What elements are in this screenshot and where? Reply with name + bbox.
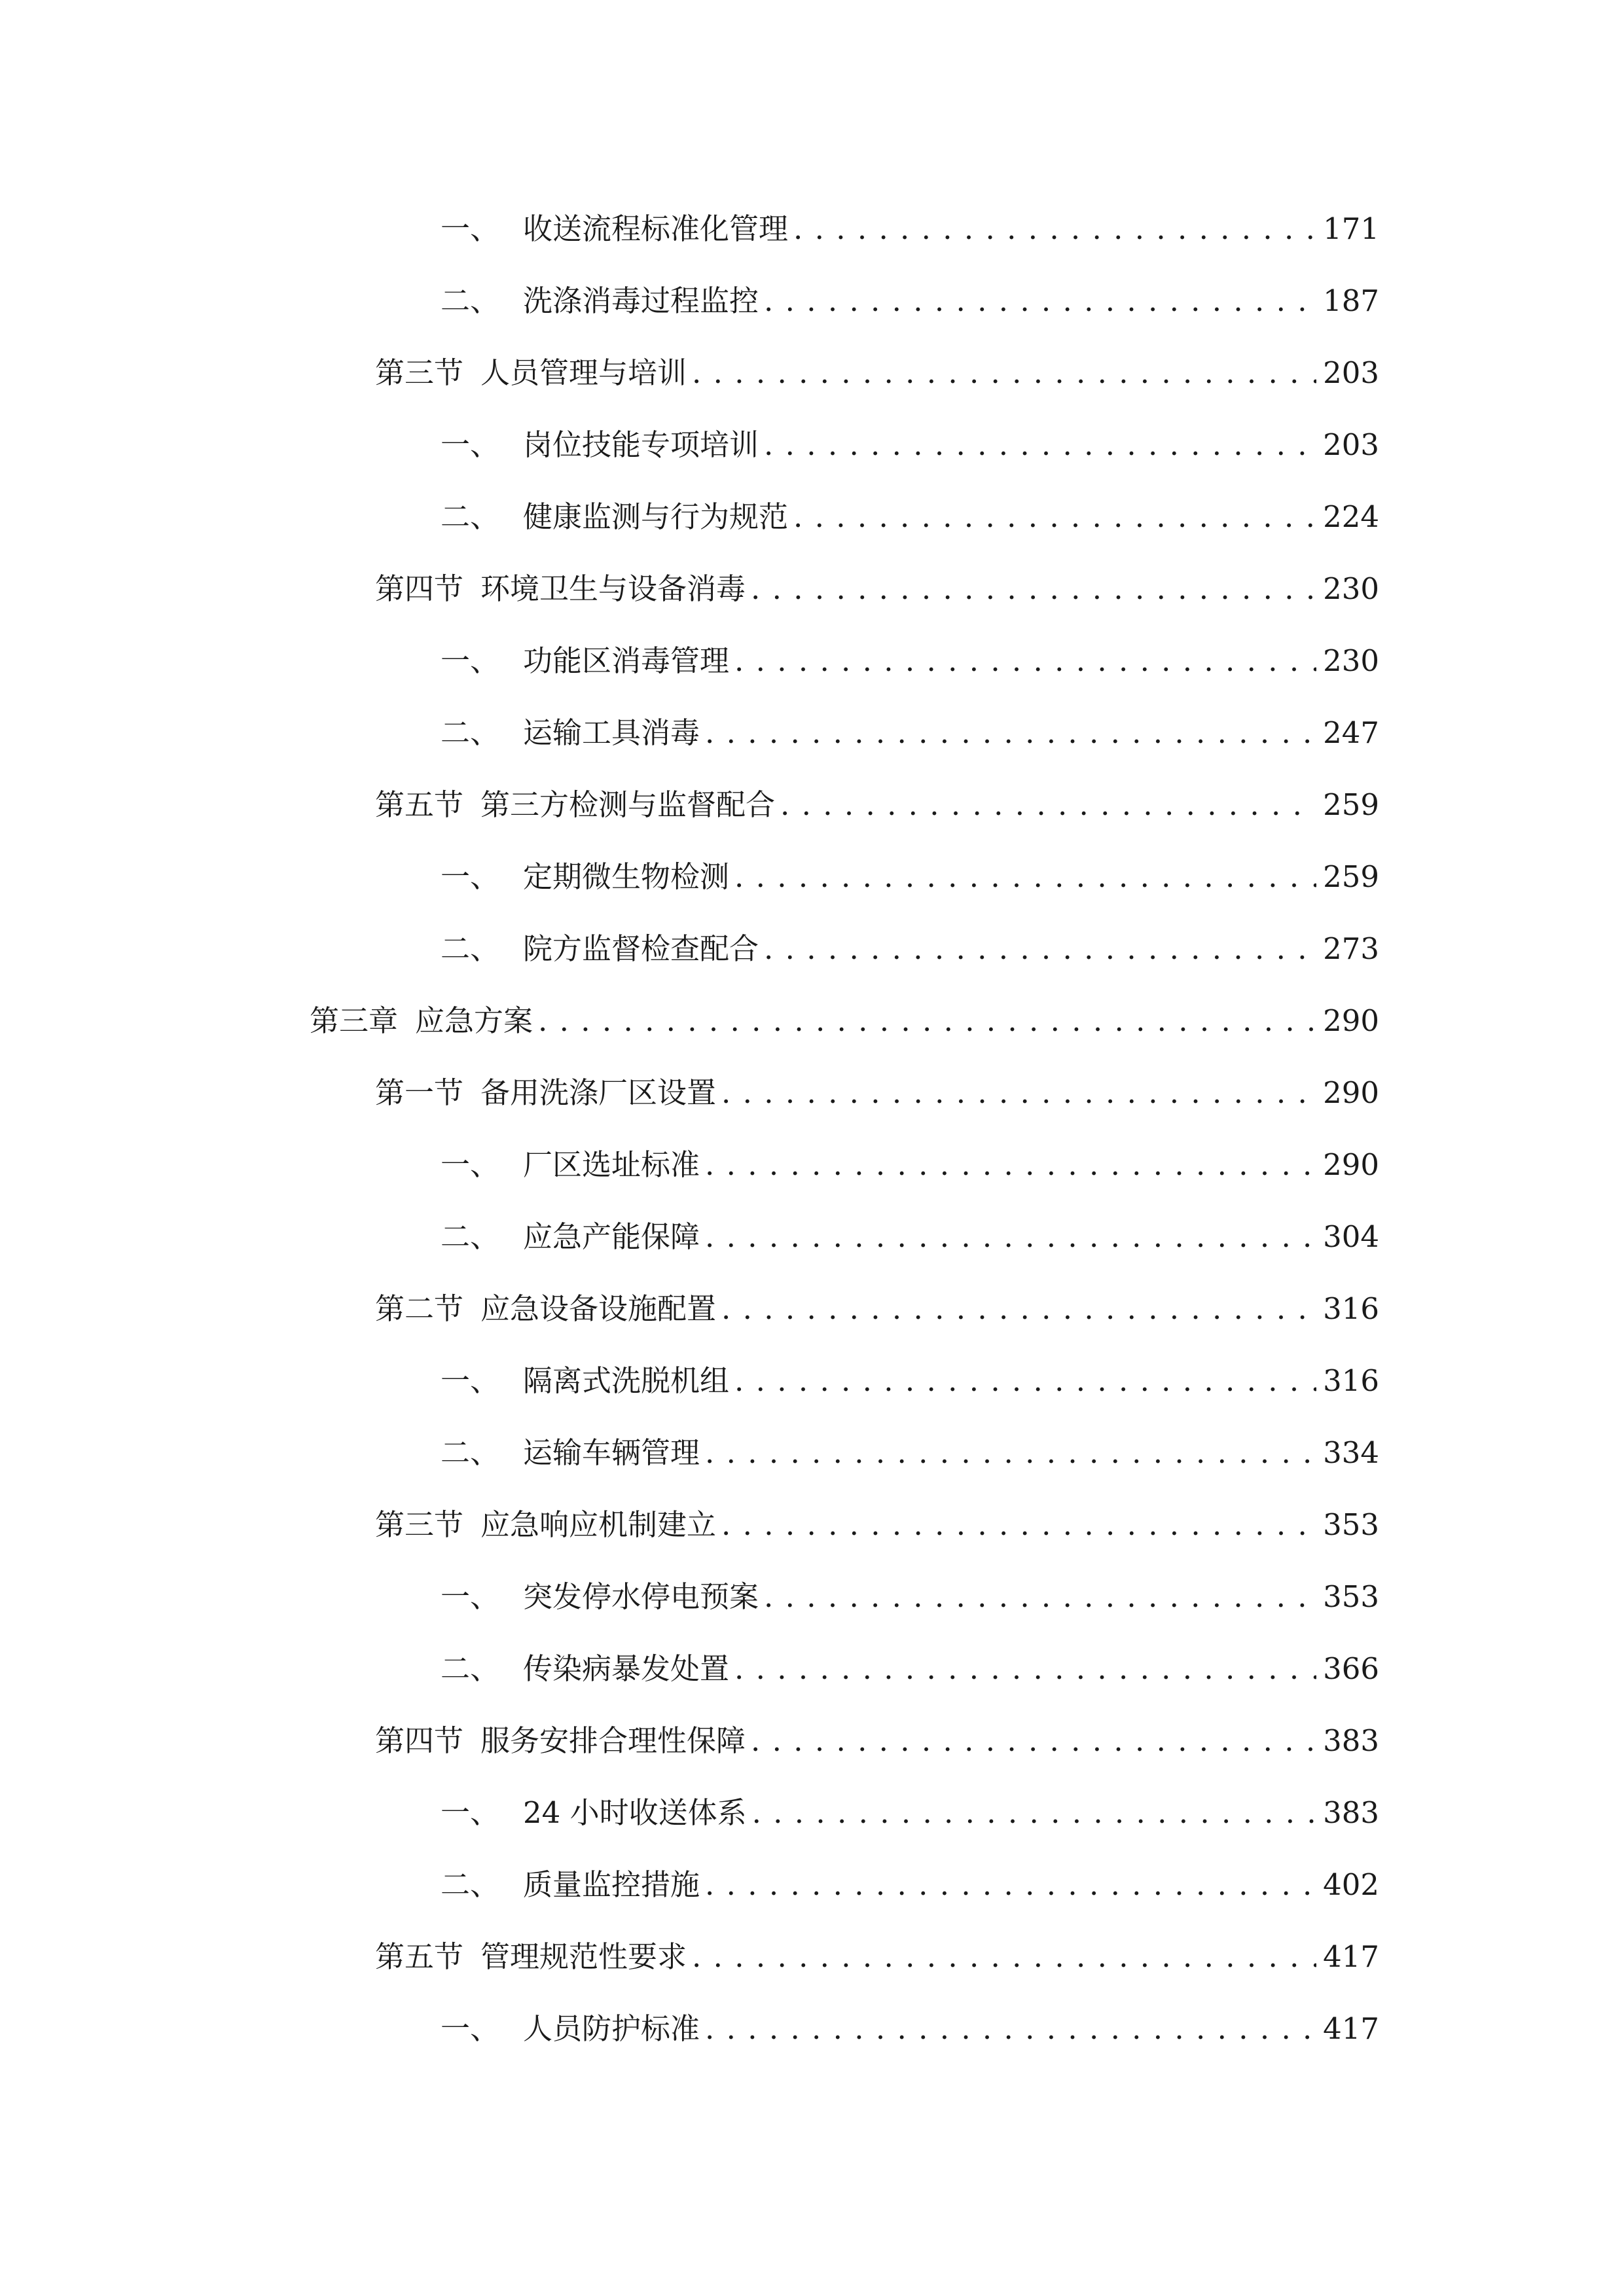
- toc-entry-title: 运输工具消毒: [523, 715, 700, 750]
- toc-entry-page-number: 247: [1323, 715, 1379, 750]
- toc-entry-page-number: 304: [1323, 1219, 1379, 1254]
- toc-entry-page-number: 290: [1323, 1003, 1379, 1038]
- toc-entry[interactable]: [310, 995, 1379, 1047]
- toc-dot-leader: [538, 995, 1316, 1047]
- toc-dot-leader: [692, 347, 1316, 399]
- toc-dot-leader: [705, 1859, 1316, 1911]
- toc-entry-title: 洗涤消毒过程监控: [523, 283, 759, 318]
- toc-entry-prefix: 第二节: [375, 1291, 464, 1326]
- toc-entry-page-number: 273: [1323, 931, 1379, 966]
- toc-entry-prefix: 一、: [441, 427, 500, 462]
- toc-dot-leader: [705, 707, 1316, 759]
- toc-entry-prefix: 第三章: [310, 1003, 399, 1038]
- toc-entry[interactable]: [441, 491, 1379, 543]
- toc-entry[interactable]: [441, 2003, 1379, 2055]
- toc-dot-leader: [751, 1715, 1316, 1767]
- toc-entry[interactable]: [375, 1067, 1379, 1119]
- toc-entry-title: 应急方案: [415, 1003, 533, 1038]
- toc-dot-leader: [780, 779, 1316, 831]
- toc-entry-title: 服务安排合理性保障: [480, 1723, 746, 1758]
- toc-entry-prefix: 一、: [441, 211, 500, 246]
- toc-entry-page-number: 316: [1323, 1363, 1379, 1398]
- toc-entry-page-number: 290: [1323, 1075, 1379, 1110]
- toc-dot-leader: [705, 2003, 1316, 2055]
- toc-dot-leader: [705, 1211, 1316, 1263]
- toc-entry[interactable]: [375, 1283, 1379, 1335]
- toc-dot-leader: [721, 1067, 1316, 1119]
- toc-entry-title: 隔离式洗脱机组: [523, 1363, 730, 1398]
- toc-entry-title: 应急产能保障: [523, 1219, 700, 1254]
- toc-entry-page-number: 316: [1323, 1291, 1379, 1326]
- toc-entry-page-number: 203: [1323, 427, 1379, 462]
- toc-entry-prefix: 第四节: [375, 1723, 464, 1758]
- toc-entry-prefix: 二、: [441, 715, 500, 750]
- toc-entry-title: 应急响应机制建立: [480, 1507, 717, 1542]
- toc-entry-page-number: 402: [1323, 1867, 1379, 1902]
- toc-entry-prefix: 一、: [441, 1363, 500, 1398]
- toc-entry-page-number: 203: [1323, 355, 1379, 390]
- toc-dot-leader: [764, 923, 1316, 975]
- toc-entry-page-number: 334: [1323, 1435, 1379, 1470]
- toc-entry-title: 环境卫生与设备消毒: [480, 571, 746, 606]
- toc-entry[interactable]: [441, 1571, 1379, 1623]
- toc-entry[interactable]: [441, 1859, 1379, 1911]
- toc-entry-title: 厂区选址标准: [523, 1147, 700, 1182]
- toc-entry[interactable]: [375, 563, 1379, 615]
- toc-dot-leader: [751, 563, 1316, 615]
- toc-dot-leader: [764, 1571, 1316, 1623]
- toc-dot-leader: [793, 203, 1316, 255]
- toc-entry-page-number: 383: [1323, 1795, 1379, 1830]
- toc-entry-page-number: 224: [1323, 499, 1379, 534]
- toc-entry-title: 备用洗涤厂区设置: [480, 1075, 717, 1110]
- toc-entry-prefix: 二、: [441, 1651, 500, 1686]
- toc-dot-leader: [752, 1787, 1317, 1839]
- toc-entry-page-number: 383: [1323, 1723, 1379, 1758]
- toc-dot-leader: [734, 851, 1316, 903]
- toc-entry[interactable]: [441, 1787, 1379, 1839]
- toc-entry-prefix: 一、: [441, 2011, 500, 2046]
- toc-entry[interactable]: [441, 419, 1379, 471]
- toc-entry-title: 第三方检测与监督配合: [480, 787, 776, 822]
- toc-entry-title: 收送流程标准化管理: [523, 211, 789, 246]
- toc-entry-page-number: 417: [1323, 1939, 1379, 1974]
- toc-entry[interactable]: [441, 1643, 1379, 1695]
- toc-entry-prefix: 二、: [441, 931, 500, 966]
- toc-dot-leader: [705, 1427, 1316, 1479]
- toc-entry[interactable]: [441, 923, 1379, 975]
- toc-entry[interactable]: [441, 1139, 1379, 1191]
- toc-entry-page-number: 187: [1323, 283, 1379, 318]
- toc-entry-prefix: 一、: [441, 1147, 500, 1182]
- toc-entry-page-number: 259: [1323, 787, 1379, 822]
- toc-entry-prefix: 二、: [441, 1867, 500, 1902]
- toc-dot-leader: [692, 1931, 1316, 1983]
- toc-dot-leader: [721, 1283, 1316, 1335]
- toc-entry-title: 管理规范性要求: [480, 1939, 687, 1974]
- toc-entry-page-number: 353: [1323, 1507, 1379, 1542]
- toc-dot-leader: [721, 1499, 1316, 1551]
- toc-entry-page-number: 290: [1323, 1147, 1379, 1182]
- toc-entry-prefix: 第三节: [375, 355, 464, 390]
- toc-entry[interactable]: [441, 1211, 1379, 1263]
- toc-entry-page-number: 171: [1323, 211, 1379, 246]
- toc-entry[interactable]: [375, 1499, 1379, 1551]
- toc-entry-title: 功能区消毒管理: [523, 643, 730, 678]
- toc-entry-title: 质量监控措施: [523, 1867, 700, 1902]
- toc-entry[interactable]: [441, 635, 1379, 687]
- toc-entry-prefix: 第五节: [375, 787, 464, 822]
- toc-entry-title: 健康监测与行为规范: [523, 499, 789, 534]
- toc-dot-leader: [734, 1355, 1316, 1407]
- toc-entry[interactable]: [441, 851, 1379, 903]
- toc-entry-title: 岗位技能专项培训: [523, 427, 759, 462]
- toc-entry-prefix: 第四节: [375, 571, 464, 606]
- toc-entry[interactable]: [375, 1715, 1379, 1767]
- toc-entry-title: 定期微生物检测: [523, 859, 730, 894]
- toc-entry-prefix: 一、: [441, 1579, 500, 1614]
- toc-entry[interactable]: [441, 275, 1379, 327]
- toc-dot-leader: [734, 1643, 1316, 1695]
- toc-entry[interactable]: [441, 707, 1379, 759]
- toc-entry[interactable]: [441, 203, 1379, 255]
- toc-dot-leader: [793, 491, 1316, 543]
- toc-entry-page-number: 259: [1323, 859, 1379, 894]
- toc-entry-prefix: 二、: [441, 283, 500, 318]
- toc-entry-title: 突发停水停电预案: [523, 1579, 759, 1614]
- toc-dot-leader: [764, 419, 1316, 471]
- toc-entry-title: 运输车辆管理: [523, 1435, 700, 1470]
- toc-entry-prefix: 第五节: [375, 1939, 464, 1974]
- toc-entry-prefix: 一、: [441, 859, 500, 894]
- toc-entry[interactable]: [375, 779, 1379, 831]
- toc-entry-prefix: 二、: [441, 499, 500, 534]
- toc-entry-page-number: 230: [1323, 643, 1379, 678]
- toc-entry-title: 应急设备设施配置: [480, 1291, 717, 1326]
- toc-entry-prefix: 一、: [441, 1795, 500, 1830]
- toc-entry-page-number: 366: [1323, 1651, 1379, 1686]
- toc-entry-title: 院方监督检查配合: [523, 931, 759, 966]
- toc-entry-title: 传染病暴发处置: [523, 1651, 730, 1686]
- toc-entry-prefix: 二、: [441, 1219, 500, 1254]
- toc-entry[interactable]: [441, 1355, 1379, 1407]
- toc-entry-page-number: 353: [1323, 1579, 1379, 1614]
- toc-entry[interactable]: [441, 1427, 1379, 1479]
- toc-entry-prefix: 第三节: [375, 1507, 464, 1542]
- toc-entry[interactable]: [375, 1931, 1379, 1983]
- toc-entry[interactable]: [375, 347, 1379, 399]
- toc-dot-leader: [764, 275, 1316, 327]
- toc-entry-page-number: 417: [1323, 2011, 1379, 2046]
- toc-entry-title: 人员管理与培训: [480, 355, 687, 390]
- toc-dot-leader: [705, 1139, 1316, 1191]
- toc-entry-page-number: 230: [1323, 571, 1379, 606]
- toc-dot-leader: [734, 635, 1316, 687]
- toc-entry-prefix: 第一节: [375, 1075, 464, 1110]
- toc-entry-prefix: 二、: [441, 1435, 500, 1470]
- toc-entry-title: 人员防护标准: [523, 2011, 700, 2046]
- toc-entry-title: 24 小时收送体系: [523, 1795, 747, 1830]
- toc-entry-prefix: 一、: [441, 643, 500, 678]
